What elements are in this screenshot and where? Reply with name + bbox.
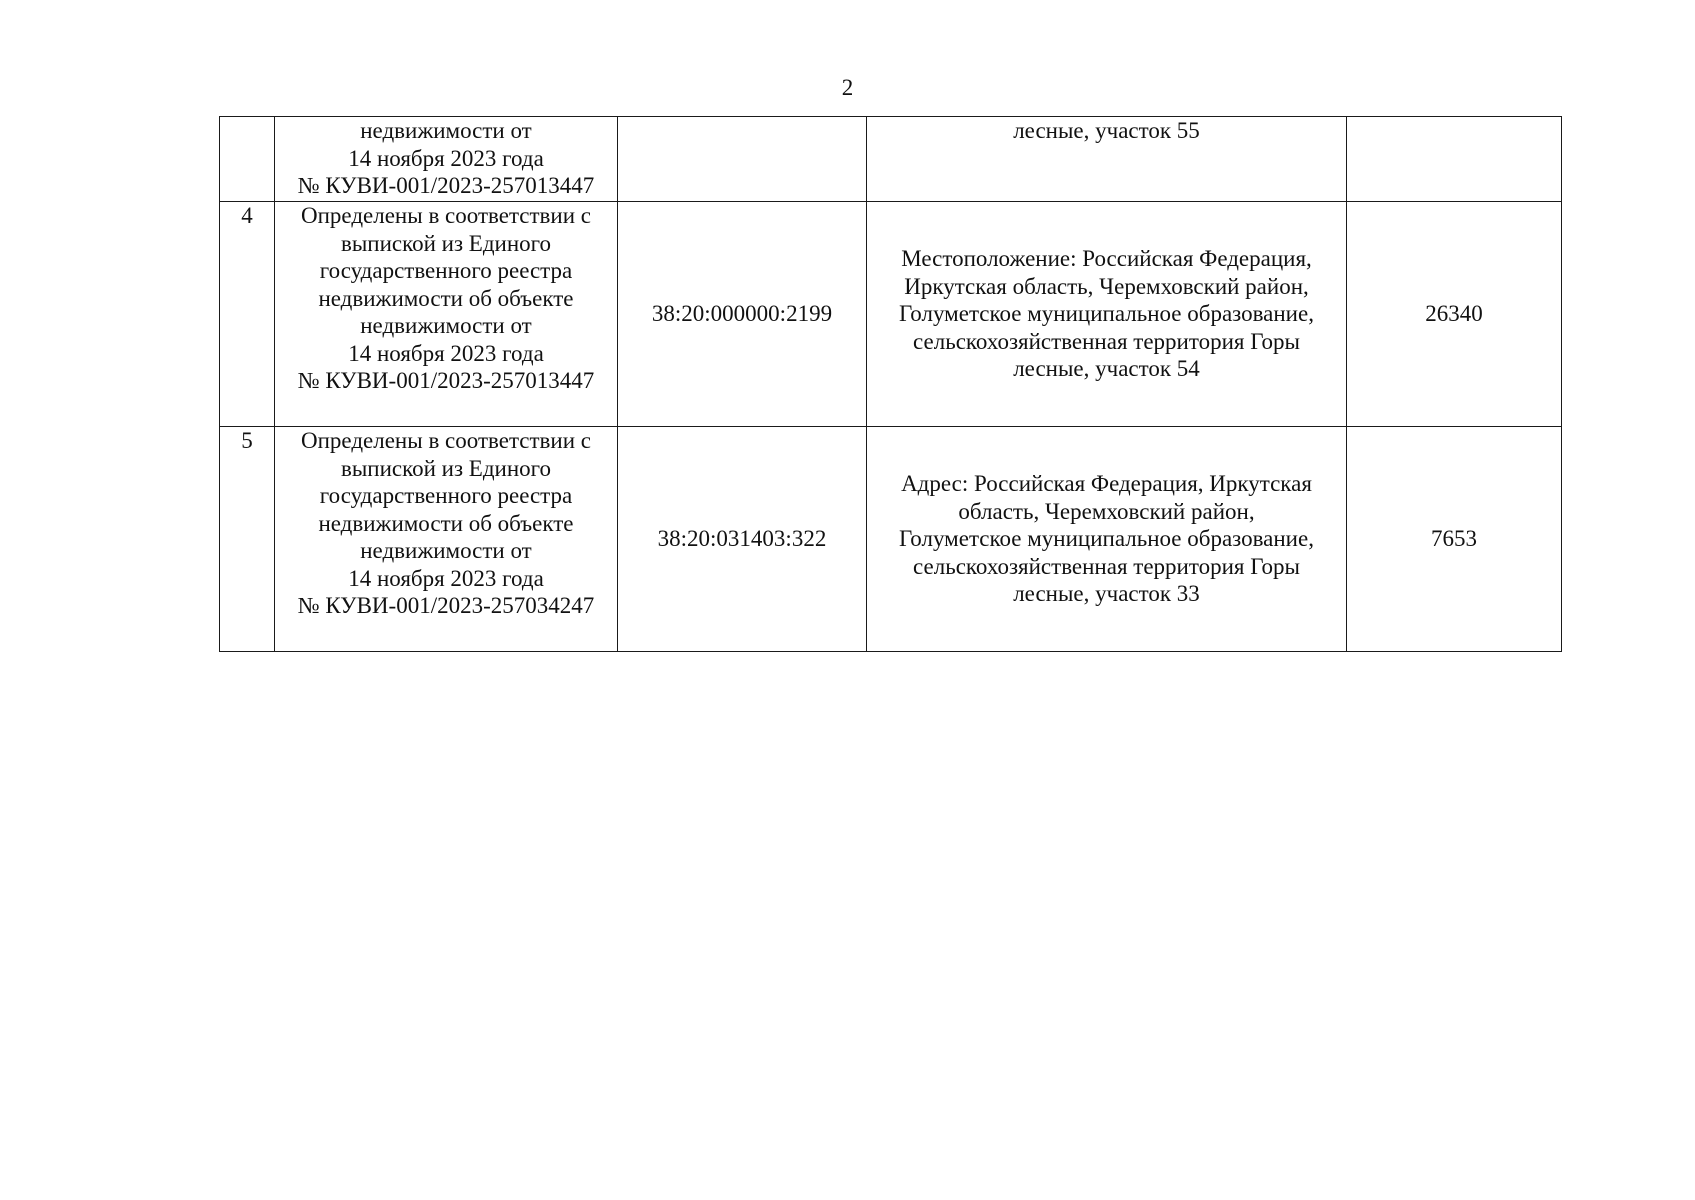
area-cell: 26340 [1347,202,1562,427]
table-row [220,117,1562,202]
page-number: 2 [841,75,854,100]
basis-line: государственного реестра [319,258,573,283]
basis-line: недвижимости об объекте [318,510,574,536]
location-line: лесные, участок 55 [1013,118,1200,143]
basis-line: недвижимости от [360,538,532,563]
cadastral-number-cell: 38:20:031403:322 [618,427,867,652]
table-row [220,202,1562,427]
basis-line: Определены в соответствии с [301,428,591,453]
basis-line: недвижимости об объекте [318,285,574,311]
location-line: Голуметское муниципальное образование, [899,301,1314,327]
basis-cell [275,202,618,427]
location-line: сельскохозяйственная территория Горы [913,553,1300,579]
basis-line: государственного реестра [319,483,573,508]
basis-line: Определены в соответствии с [301,203,591,228]
location-line: Голуметское муниципальное образование, [899,526,1314,552]
basis-line: 14 ноября 2023 года [348,145,544,171]
location-cell [867,202,1347,427]
area-cell: 7653 [1347,427,1562,652]
location-line: сельскохозяйственная территория Горы [913,328,1300,354]
basis-line: выпиской из Единого [340,230,552,256]
table-row [220,427,1562,652]
location-line: Иркутская область, Черемховский район, [904,273,1309,299]
location-line: Адрес: Российская Федерация, Иркутская [901,471,1312,497]
basis-cell [275,427,618,652]
basis-line: недвижимости от [360,313,532,338]
basis-line: 14 ноября 2023 года [348,565,544,591]
location-line: Местоположение: Российская Федерация, [901,246,1312,272]
land-plots-table [219,116,1562,652]
basis-line: № КУВИ-001/2023-257034247 [297,593,595,618]
basis-line: выпиской из Единого [340,455,552,481]
cadastral-number-cell: 38:20:000000:2199 [618,202,867,427]
basis-cell [275,117,618,202]
cadastral-number-cell [618,117,867,202]
area-cell [1347,117,1562,202]
location-line: лесные, участок 54 [1013,356,1200,382]
location-line: область, Черемховский район, [958,498,1255,524]
basis-line: 14 ноября 2023 года [348,340,544,366]
basis-line: № КУВИ-001/2023-257013447 [297,368,595,393]
row-number-cell: 4 [220,202,275,427]
location-cell [867,117,1347,202]
basis-line: № КУВИ-001/2023-257013447 [297,173,595,198]
row-number-cell: 5 [220,427,275,652]
row-number-cell [220,117,275,202]
location-cell [867,427,1347,652]
basis-line: недвижимости от [360,118,532,143]
location-line: лесные, участок 33 [1013,581,1200,607]
